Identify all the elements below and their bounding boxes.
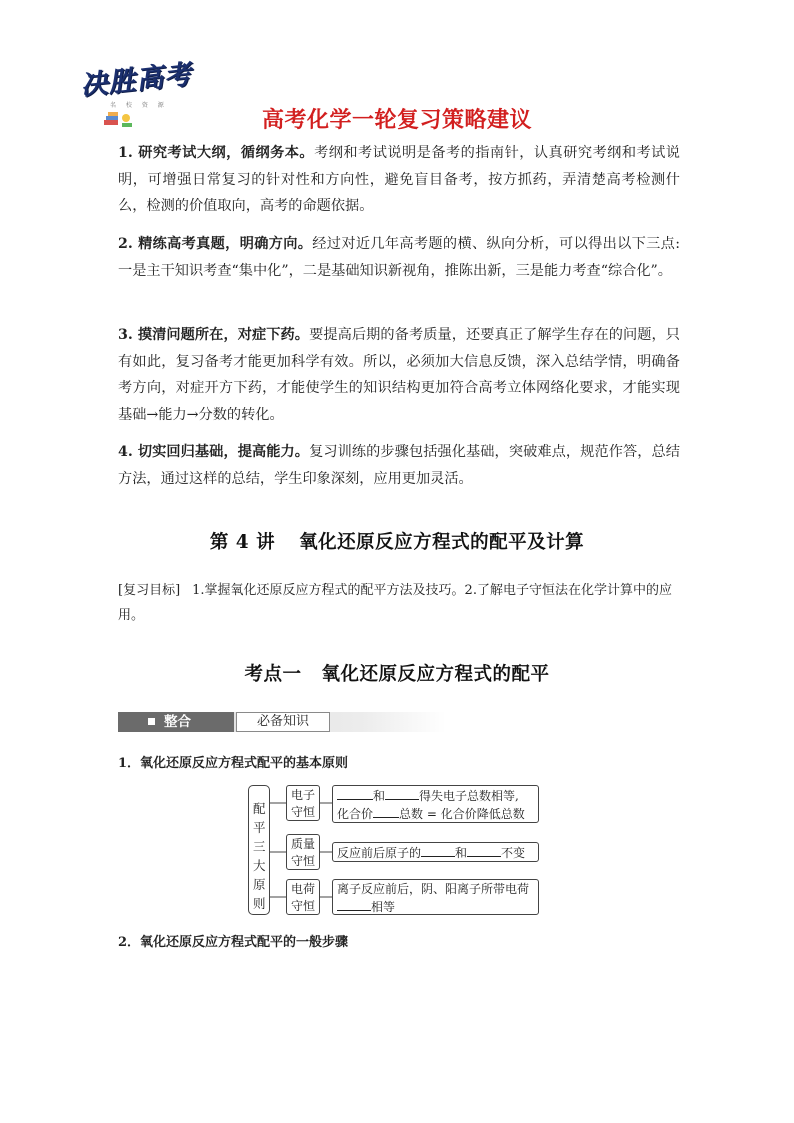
bar-knowledge: 必备知识 bbox=[236, 712, 330, 732]
category-mass: 质量守恒 bbox=[286, 834, 320, 870]
section-bar bbox=[118, 712, 430, 732]
section-name: 氧化还原反应方程式的配平 bbox=[321, 664, 550, 685]
rule-text: 和 bbox=[373, 789, 386, 803]
bar-label: 整合 bbox=[164, 714, 191, 730]
paragraph-body: 复习训练的步骤包括强化基础，突破难点，规范作答，总结方法，通过这样的总结，学生印象深刻，应用更加灵活。 bbox=[118, 444, 680, 487]
paragraph-1 bbox=[118, 140, 680, 220]
bar-label-box bbox=[118, 712, 234, 732]
sub-heading-2: 2．氧化还原反应方程式配平的一般步骤 bbox=[118, 935, 349, 950]
rule-mass bbox=[332, 842, 539, 862]
review-text: 1.掌握氧化还原反应方程式的配平方法及技巧。2.了解电子守恒法在化学计算中的应用。 bbox=[118, 583, 672, 623]
review-tag: [复习目标] bbox=[118, 583, 181, 598]
paragraph-lead: 1. 研究考试大纲，循纲务本。 bbox=[118, 145, 315, 161]
paragraph-body: 考纲和考试说明是备考的指南针，认真研究考纲和考试说明，可增强日常复习的针对性和方向性，避免盲目备考，按方抓药，弄清楚高考检测什么，检测的价值取向，高考的命题依据。 bbox=[118, 145, 680, 214]
rule-electron bbox=[332, 785, 539, 823]
square-bullet-icon bbox=[148, 718, 155, 725]
fill-blank[interactable] bbox=[421, 844, 455, 857]
fill-blank[interactable] bbox=[467, 844, 501, 857]
review-goals bbox=[118, 578, 680, 628]
paragraph-2 bbox=[118, 231, 680, 284]
principles-diagram bbox=[248, 780, 543, 918]
fill-blank[interactable] bbox=[373, 805, 399, 818]
main-title: 高考化学一轮复习策略建议 bbox=[261, 108, 532, 133]
rule-text: 不变 bbox=[501, 846, 526, 860]
category-charge: 电荷守恒 bbox=[286, 879, 320, 915]
logo-subtext: 名 校 资 源 bbox=[110, 102, 168, 109]
logo-text: 决胜高考 bbox=[79, 59, 194, 102]
rule-text: 反应前后原子的 bbox=[337, 846, 422, 860]
fill-blank[interactable] bbox=[385, 787, 419, 800]
rule-charge bbox=[332, 879, 539, 915]
diagram-root-label: 配平三大原则 bbox=[253, 801, 266, 911]
diagram-root bbox=[248, 785, 270, 915]
rule-text: 化合价 bbox=[337, 807, 374, 821]
rule-text: 得失电子总数相等, bbox=[419, 789, 519, 803]
paragraph-body: 经过对近几年高考题的横、纵向分析，可以得出以下三点:一是主干知识考查“集中化”，二是基础知识新视角，推陈出新，三是能力考查“综合化”。 bbox=[118, 236, 680, 279]
paragraph-3 bbox=[118, 322, 680, 428]
paragraph-body: 要提高后期的备考质量，还要真正了解学生存在的问题，只有如此，复习备考才能更加科学有效。所以，必须加大信息反馈，深入总结学情，明确备考方向，对症开方下药，才能使学生的知识结构更加符合高考立体网络化要求，才能实现基础→能力→分数的转化。 bbox=[118, 327, 680, 423]
lecture-name: 氧化还原反应方程式的配平及计算 bbox=[299, 532, 585, 553]
section-number: 考点一 bbox=[244, 664, 302, 685]
category-electron: 电子守恒 bbox=[286, 785, 320, 821]
section-title bbox=[0, 660, 794, 686]
sub-heading-1: 1．氧化还原反应方程式配平的基本原则 bbox=[118, 756, 349, 771]
rule-text: 总数 = 化合价降低总数 bbox=[399, 807, 525, 821]
rule-text: 和 bbox=[455, 846, 468, 860]
lecture-number: 第 4 讲 bbox=[209, 532, 276, 553]
paragraph-lead: 2. 精练高考真题，明确方向。 bbox=[118, 236, 313, 252]
paragraph-lead: 3. 摸清问题所在，对症下药。 bbox=[118, 327, 310, 343]
paragraph-4 bbox=[118, 439, 680, 492]
lecture-title bbox=[0, 528, 794, 554]
paragraph-lead: 4. 切实回归基础，提高能力。 bbox=[118, 444, 310, 460]
fill-blank[interactable] bbox=[337, 787, 373, 800]
rule-text: 离子反应前后，阴、阳离子所带电荷 bbox=[337, 882, 530, 896]
rule-text: 相等 bbox=[371, 900, 396, 914]
fill-blank[interactable] bbox=[337, 898, 371, 911]
